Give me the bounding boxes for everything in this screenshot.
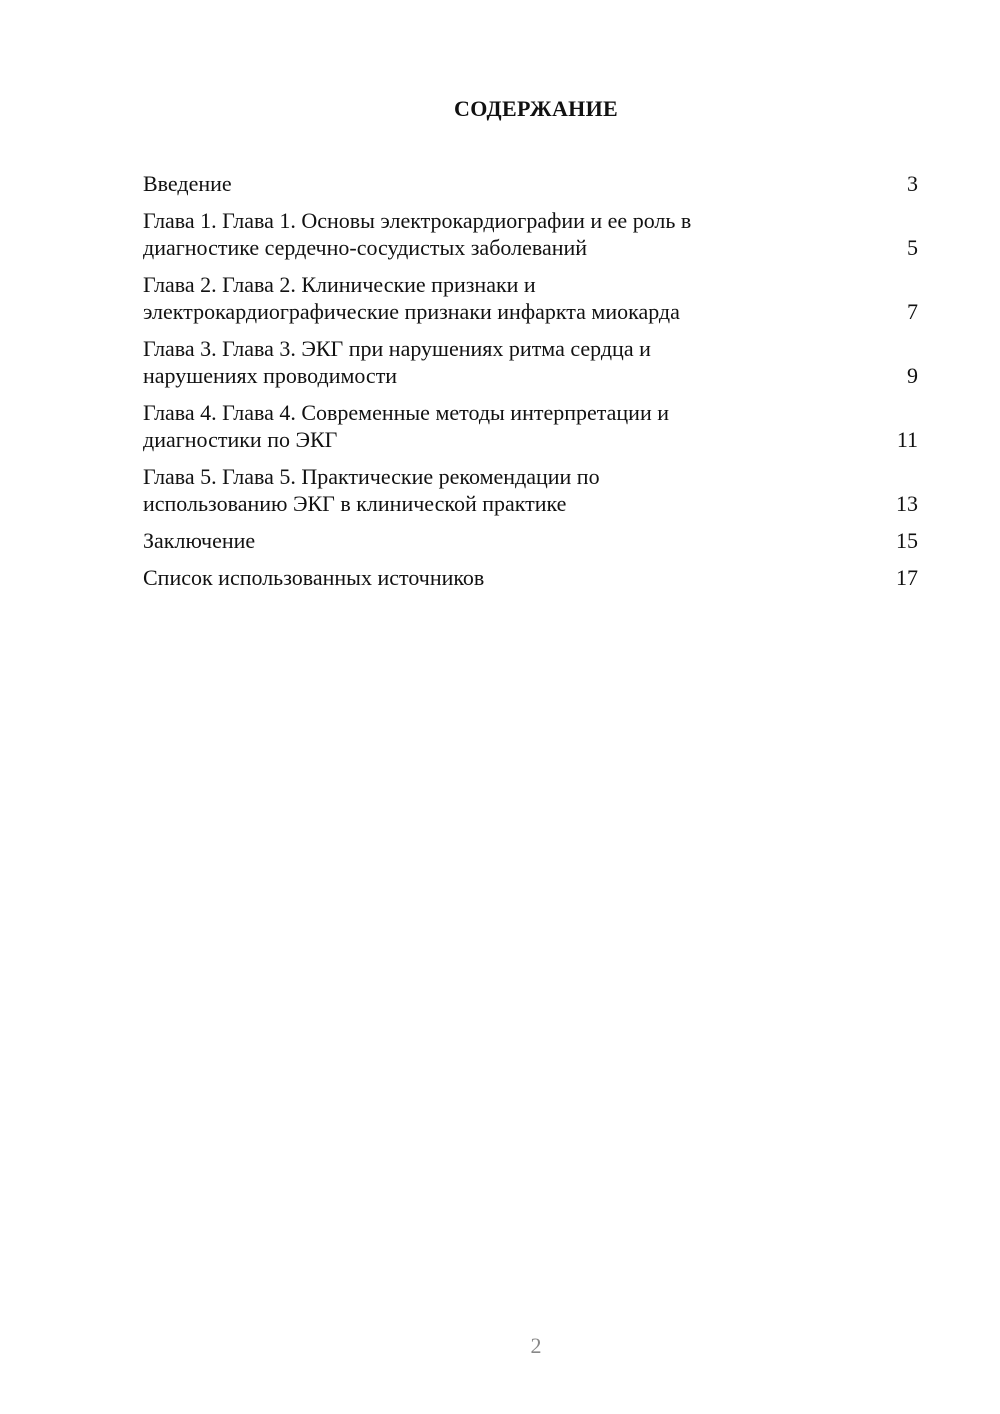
- toc-entry-line: электрокардиографические признаки инфаркта миокарда: [143, 299, 680, 324]
- toc-entry-page: 11: [896, 427, 918, 452]
- page-number: 2: [530, 1333, 542, 1358]
- toc-entry-line: Список использованных источников: [143, 565, 485, 590]
- toc-entry-label: [143, 271, 888, 325]
- toc-entry-label: [143, 207, 888, 261]
- toc-entry-page: 5: [907, 235, 918, 260]
- toc-entry-label: [143, 399, 888, 453]
- toc-entry: [143, 170, 918, 197]
- toc-entry-line: Глава 2. Глава 2. Клинические признаки и: [143, 272, 536, 297]
- toc-entry-page: 7: [907, 299, 918, 324]
- toc-entry: [143, 527, 918, 554]
- toc-entry: [143, 399, 918, 453]
- toc-entry-page: 3: [907, 171, 918, 196]
- toc-title: СОДЕРЖАНИЕ: [454, 96, 618, 121]
- toc-entry: [143, 271, 918, 325]
- toc-entry: [143, 335, 918, 389]
- toc-entry-page: 17: [896, 565, 918, 590]
- toc-entry-line: Заключение: [143, 528, 256, 553]
- toc-entry-line: Глава 1. Глава 1. Основы электрокардиографии и ее роль в: [143, 208, 692, 233]
- toc-entry: [143, 564, 918, 591]
- toc-entry-page: 13: [896, 491, 918, 516]
- table-of-contents: [143, 170, 918, 601]
- toc-entry-line: диагностике сердечно-сосудистых заболеваний: [143, 235, 588, 260]
- toc-entry-line: нарушениях проводимости: [143, 363, 398, 388]
- toc-entry: [143, 463, 918, 517]
- toc-entry-line: Глава 5. Глава 5. Практические рекомендации по: [143, 464, 600, 489]
- toc-entry-line: Глава 4. Глава 4. Современные методы интерпретации и: [143, 400, 670, 425]
- toc-entry-label: [143, 335, 888, 389]
- toc-entry-label: [143, 564, 888, 591]
- toc-entry-line: диагностики по ЭКГ: [143, 427, 338, 452]
- toc-entry-label: [143, 527, 888, 554]
- toc-entry-label: [143, 463, 888, 517]
- toc-entry-label: [143, 170, 888, 197]
- toc-entry-line: Введение: [143, 171, 232, 196]
- toc-entry: [143, 207, 918, 261]
- toc-entry-page: 15: [896, 528, 918, 553]
- toc-entry-line: Глава 3. Глава 3. ЭКГ при нарушениях ритма сердца и: [143, 336, 651, 361]
- toc-entry-line: использованию ЭКГ в клинической практике: [143, 491, 567, 516]
- toc-entry-page: 9: [907, 363, 918, 388]
